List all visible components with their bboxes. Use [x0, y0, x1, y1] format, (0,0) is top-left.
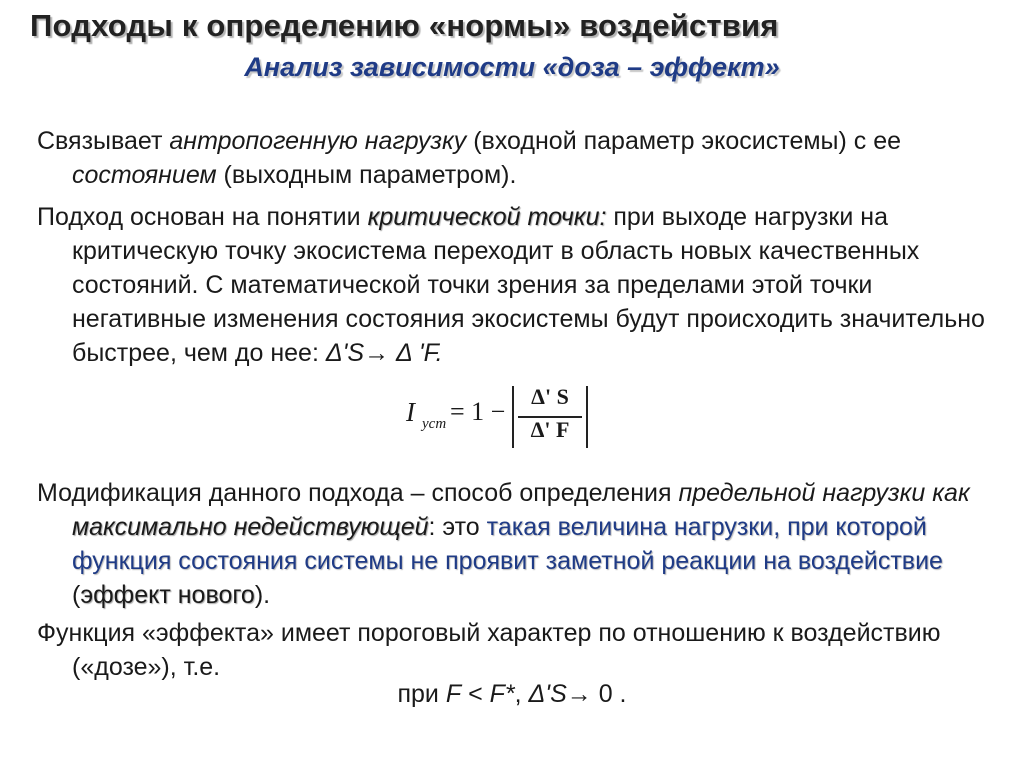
formula-numerator: Δ' S — [531, 384, 569, 409]
formula-denominator: Δ' F — [530, 417, 570, 442]
last-comma: , — [514, 680, 529, 708]
p3-text-h: ). — [254, 581, 271, 609]
p2-text-a: Подход основан на понятии — [37, 203, 368, 231]
p1-text-a: Связывает — [37, 127, 170, 155]
p3-definition-highlight: такая величина нагрузки, при которой функция состояния системы не проявит заметной реакции на воздействие — [72, 513, 943, 575]
formula-subscript: уст — [422, 416, 447, 432]
p3-text-a: Модификация данного подхода – способ определения — [37, 479, 679, 507]
formula-lhs: I — [406, 397, 415, 427]
p3-text-d: : это — [428, 513, 487, 541]
p2-term-critical-point: критической точки: — [367, 203, 607, 231]
abs-bar-left — [512, 386, 514, 448]
p1-term-state: состоянием — [72, 161, 217, 189]
paragraph-3 — [37, 476, 997, 612]
slide-title: Подходы к определению «нормы» воздействия — [30, 8, 779, 43]
threshold-condition — [0, 680, 1024, 709]
last-delta-s: Δ'S — [528, 680, 567, 708]
last-f: F — [445, 680, 462, 708]
p1-text-c: (входной параметр экосистемы) с ее — [466, 127, 902, 155]
last-text-a: при — [397, 680, 446, 708]
arrow-icon: → — [364, 339, 390, 367]
p1-term-load: антропогенную нагрузку — [169, 127, 467, 155]
arrow-icon: → — [566, 680, 592, 708]
p3-term-novelty-effect: эффект нового — [80, 581, 255, 609]
paragraph-1 — [37, 124, 997, 192]
p1-text-e: (выходным параметром). — [216, 161, 517, 189]
paragraph-4: Функция «эффекта» имеет пороговый характер по отношению к воздействию («дозе»), т.е. — [37, 619, 941, 681]
paragraph-2 — [37, 200, 997, 370]
p2-text-c: при выходе нагрузки на критическую точку экосистема переходит в область новых качественных состояний. С математической точки зрения за пределами этой точки негативные изменения состояния экосистемы будут происходить значительно быстрее, чем до нее: — [72, 203, 985, 367]
slide-subtitle: Анализ зависимости «доза – эффект» — [244, 52, 780, 82]
formula-stability-index — [400, 382, 600, 452]
last-less-than: < — [461, 680, 490, 708]
formula-equals: = 1 − — [450, 397, 506, 426]
last-f-star: F* — [489, 680, 515, 708]
p3-term-limit-load: предельной нагрузки как — [678, 479, 970, 507]
p3-text-f: ( — [72, 581, 81, 609]
p2-delta-s: Δ'S — [325, 339, 365, 367]
abs-bar-right — [586, 386, 588, 448]
p2-delta-f: Δ 'F. — [389, 339, 443, 367]
last-zero: 0 . — [591, 680, 627, 708]
p3-term-max-ineffective: максимально недействующей — [72, 513, 429, 541]
